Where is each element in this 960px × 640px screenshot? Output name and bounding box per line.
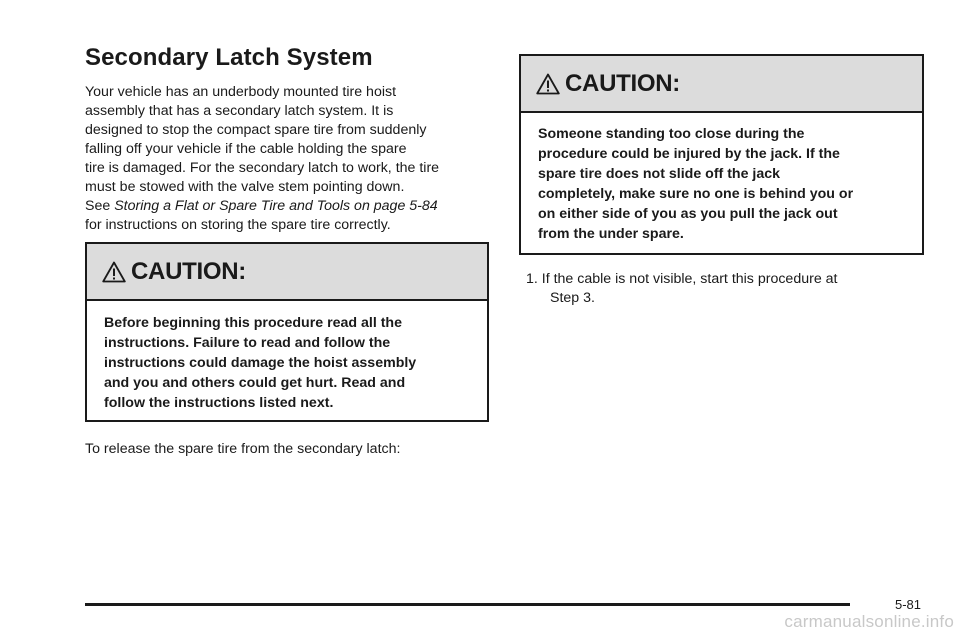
page-reference-link[interactable]: Storing a Flat or Spare Tire and Tools on page 5-84 — [114, 198, 438, 214]
watermark: carmanualsonline.info — [784, 612, 954, 631]
caution-header — [87, 244, 487, 301]
caution-line: follow the instructions listed next. — [104, 395, 334, 411]
warning-triangle-icon — [102, 261, 126, 283]
caution-line: on either side of you as you pull the jack out — [538, 206, 838, 222]
caution-body — [87, 301, 487, 413]
intro-line: for instructions on storing the spare tire correctly. — [85, 217, 391, 233]
caution-box-jack — [519, 54, 924, 255]
caution-line: Someone standing too close during the — [538, 126, 805, 142]
caution-title: CAUTION: — [565, 69, 680, 97]
caution-line: Before beginning this procedure read all the — [104, 315, 402, 331]
footer-rule — [85, 603, 850, 606]
caution-line: procedure could be injured by the jack. If the — [538, 146, 840, 162]
caution-line: instructions. Failure to read and follow the — [104, 335, 391, 351]
release-instruction: To release the spare tire from the secondary latch: — [85, 441, 401, 457]
step-line: 1. If the cable is not visible, start this procedure at — [526, 271, 838, 287]
caution-line: completely, make sure no one is behind you or — [538, 186, 854, 202]
intro-paragraph — [85, 83, 505, 235]
caution-body — [521, 113, 922, 244]
caution-header — [521, 56, 922, 113]
caution-line: from the under spare. — [538, 226, 684, 242]
intro-line: designed to stop the compact spare tire from suddenly — [85, 122, 427, 138]
page-number: 5-81 — [895, 597, 922, 612]
section-heading: Secondary Latch System — [85, 44, 373, 71]
intro-line: tire is damaged. For the secondary latch to work, the tire — [85, 160, 440, 176]
intro-see-line — [85, 197, 505, 216]
caution-box-hoist — [85, 242, 489, 422]
intro-line: falling off your vehicle if the cable holding the spare — [85, 141, 407, 157]
intro-line: Your vehicle has an underbody mounted tire hoist — [85, 84, 397, 100]
warning-triangle-icon — [536, 73, 560, 95]
caution-title: CAUTION: — [131, 257, 246, 285]
caution-line: and you and others could get hurt. Read and — [104, 375, 406, 391]
step-list-item — [526, 270, 838, 308]
intro-line: assembly that has a secondary latch system. It is — [85, 103, 394, 119]
caution-line: spare tire does not slide off the jack — [538, 166, 781, 182]
intro-line: must be stowed with the valve stem pointing down. — [85, 179, 405, 195]
step-line: Step 3. — [550, 290, 595, 306]
caution-line: instructions could damage the hoist assembly — [104, 355, 417, 371]
see-prefix: See — [85, 198, 115, 214]
